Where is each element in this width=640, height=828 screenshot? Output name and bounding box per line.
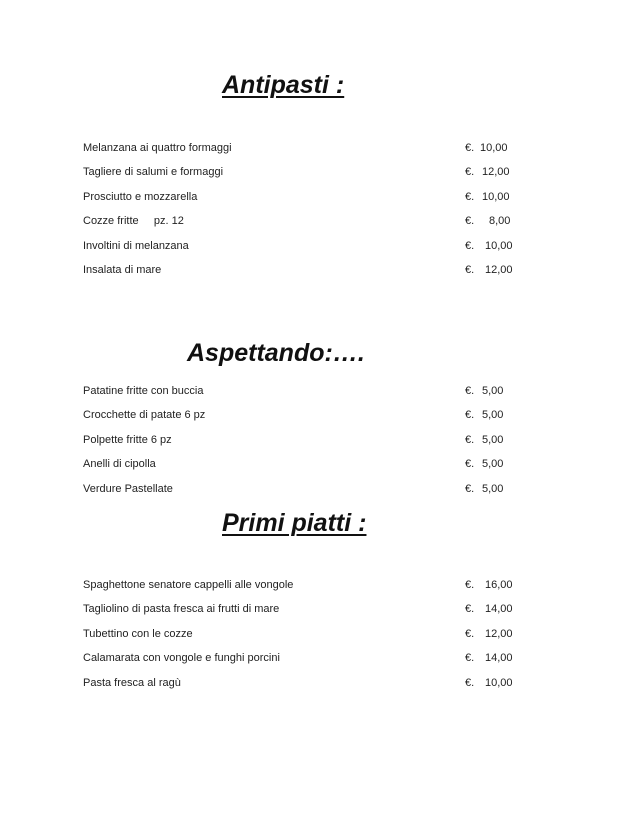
menu-item [83, 626, 523, 642]
menu-item-name: Pasta fresca al ragù [83, 677, 181, 689]
menu-item-currency: €. [465, 240, 475, 252]
menu-item-currency: €. [465, 191, 475, 203]
menu-item-name: Tagliere di salumi e formaggi [83, 166, 224, 178]
menu-item-name: Anelli di cipolla [83, 458, 156, 470]
menu-item [83, 213, 523, 229]
menu-item-name: Involtini di melanzana [83, 240, 189, 252]
menu-item-price: 12,00 [482, 166, 510, 178]
menu-item-name: Calamarata con vongole e funghi porcini [83, 652, 280, 664]
menu-item-name: Crocchette di patate 6 pz [83, 409, 206, 421]
menu-item-currency: €. [465, 458, 475, 470]
menu-item-currency: €. [465, 166, 475, 178]
menu-item [83, 675, 523, 691]
menu-item [83, 262, 523, 278]
menu-item-name: Melanzana ai quattro formaggi [83, 142, 232, 154]
menu-item-price: 5,00 [482, 409, 504, 421]
menu-item-price: 10,00 [485, 677, 513, 689]
menu-item-currency: €. [465, 409, 475, 421]
menu-item-currency: €. [465, 652, 475, 664]
menu-item-currency: €. [465, 215, 475, 227]
menu-item-price: 5,00 [482, 458, 504, 470]
menu-item [83, 383, 523, 399]
menu-item-name: Polpette fritte 6 pz [83, 434, 172, 446]
menu-item [83, 407, 523, 423]
menu-item-currency: €. [465, 579, 475, 591]
menu-item-price: 16,00 [485, 579, 513, 591]
menu-item-currency: €. [465, 385, 475, 397]
menu-item-price: 12,00 [485, 264, 513, 276]
menu-item-name: Insalata di mare [83, 264, 162, 276]
menu-item [83, 456, 523, 472]
menu-item [83, 577, 523, 593]
menu-item-price: 10,00 [480, 142, 508, 154]
menu-item-name: Verdure Pastellate [83, 483, 173, 495]
menu-item-price: 5,00 [482, 434, 504, 446]
menu-item-currency: €. [465, 142, 475, 154]
menu-item [83, 164, 523, 180]
menu-item-price: 14,00 [485, 652, 513, 664]
menu-item [83, 189, 523, 205]
menu-item-name: Prosciutto e mozzarella [83, 191, 198, 203]
menu-item-currency: €. [465, 603, 475, 615]
section-title-aspettando: Aspettando:…. [187, 339, 365, 367]
menu-item-currency: €. [465, 628, 475, 640]
menu-item [83, 432, 523, 448]
menu-item-name: Cozze fritte pz. 12 [83, 215, 184, 227]
menu-item [83, 481, 523, 497]
menu-item-name: Spaghettone senatore cappelli alle vongole [83, 579, 294, 591]
menu-item-price: 10,00 [485, 240, 513, 252]
section-title-primi-piatti: Primi piatti : [222, 509, 367, 537]
menu-item-currency: €. [465, 434, 475, 446]
menu-item-currency: €. [465, 483, 475, 495]
menu-item-price: 10,00 [482, 191, 510, 203]
menu-item-name: Tagliolino di pasta fresca ai frutti di mare [83, 603, 280, 615]
section-title-antipasti: Antipasti : [222, 71, 345, 99]
menu-item-price: 12,00 [485, 628, 513, 640]
menu-item-price: 8,00 [489, 215, 511, 227]
menu-item-price: 14,00 [485, 603, 513, 615]
menu-item-name: Patatine fritte con buccia [83, 385, 204, 397]
menu-item [83, 650, 523, 666]
menu-item-name: Tubettino con le cozze [83, 628, 193, 640]
menu-item-price: 5,00 [482, 385, 504, 397]
menu-item-price: 5,00 [482, 483, 504, 495]
menu-item-currency: €. [465, 264, 475, 276]
menu-item [83, 238, 523, 254]
menu-item [83, 601, 523, 617]
menu-item [83, 140, 523, 156]
menu-item-currency: €. [465, 677, 475, 689]
